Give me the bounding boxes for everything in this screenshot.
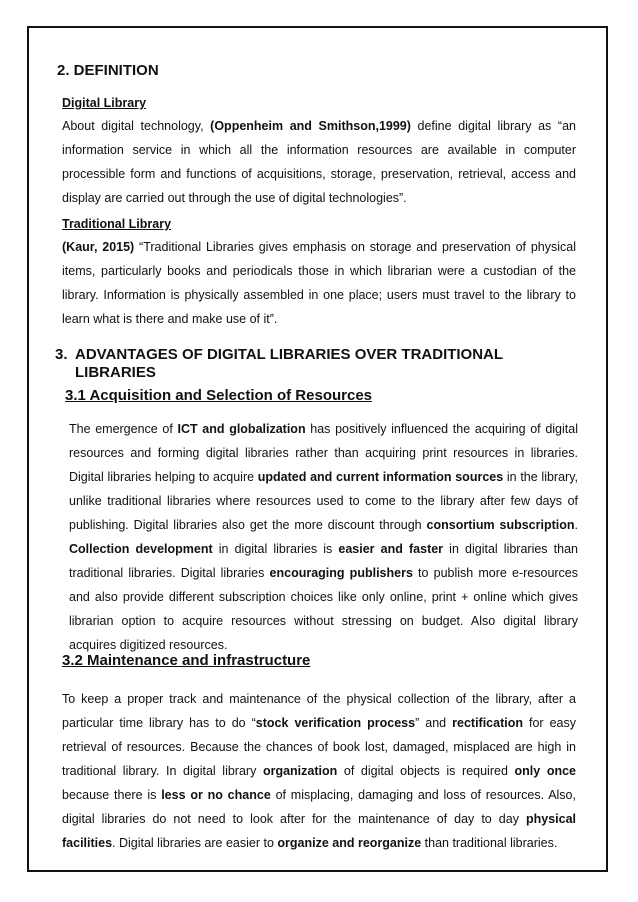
section-3-1-heading: 3.1 Acquisition and Selection of Resources bbox=[65, 387, 373, 404]
bold-phrase: updated and current information sources bbox=[257, 470, 504, 484]
bold-phrase: easier and faster bbox=[338, 542, 444, 556]
bold-phrase: only once bbox=[514, 764, 576, 778]
bold-phrase: stock verification process bbox=[255, 716, 416, 730]
bold-phrase: Collection development bbox=[69, 542, 213, 556]
section-3-heading-line2: LIBRARIES bbox=[75, 364, 156, 381]
bold-phrase: ICT and globalization bbox=[177, 422, 306, 436]
traditional-library-paragraph: (Kaur, 2015) “Traditional Libraries gives emphasis on storage and preservation of physical items, particularly books and periodicals those in which librarian were a custodian of the library. Information is physically assembled in one place; users must travel to the library to learn what is there and make use of it”. bbox=[62, 240, 577, 326]
section-2-heading: 2. DEFINITION bbox=[57, 62, 159, 79]
digital-library-paragraph: About digital technology, (Oppenheim and Smithson,1999) define digital library as “an information service in which all the information resources are available in computer processible form and functions of acquisitions, storage, preservation, retrieval, access and display are carried out through the use of digital technologies”. bbox=[62, 119, 576, 205]
bold-phrase: rectification bbox=[452, 716, 523, 730]
bold-phrase: less or no chance bbox=[161, 788, 271, 802]
page-frame bbox=[27, 26, 608, 872]
bold-phrase: (Kaur, 2015) bbox=[62, 240, 135, 254]
section-3-heading bbox=[55, 346, 555, 382]
section-3-number: 3. bbox=[55, 346, 68, 363]
bold-phrase: physical facilities bbox=[62, 812, 576, 850]
section-3-2-paragraph: To keep a proper track and maintenance of the physical collection of the library, after a particular time library has to do “stock verification process” and rectification for easy retrieval of resources. Because the chances of book lost, damaged, misplaced are high in traditional library. In digital library organization of digital objects is required only once because there is less or no chance of misplacing, damaging and loss of resources. Also, digital libraries do not need to look after for the maintenance of day to day physical facilities. Digital libraries are easier to organize and reorganize than traditional libraries. bbox=[62, 692, 577, 850]
page-content bbox=[29, 28, 606, 870]
section-3-heading-line1: ADVANTAGES OF DIGITAL LIBRARIES OVER TRADITIONAL bbox=[75, 346, 504, 363]
bold-phrase: consortium subscription bbox=[426, 518, 575, 532]
traditional-library-subheading: Traditional Library bbox=[62, 217, 172, 231]
bold-phrase: organization bbox=[262, 764, 338, 778]
section-3-2-heading: 3.2 Maintenance and infrastructure bbox=[62, 652, 311, 669]
bold-phrase: organize and reorganize bbox=[277, 836, 422, 850]
bold-phrase: encouraging publishers bbox=[269, 566, 413, 580]
section-3-1-paragraph: The emergence of ICT and globalization has positively influenced the acquiring of digital resources and forming digital libraries rather than acquiring print resources in libraries. Digital libraries helping to acquire updated and current information sources in the library, unlike traditional libraries where resources used to come to the library after few days of publishing. Digital libraries also get the more discount through consortium subscription. Collection development in digital libraries is easier and faster in digital libraries than traditional libraries. Digital libraries encouraging publishers to publish more e-resources and also provide different subscription choices like only online, print + online which gives librarian option to acquire resources without stressing on budget. Also digital library acquires digitized resources. bbox=[69, 422, 579, 652]
bold-phrase: (Oppenheim and Smithson,1999) bbox=[210, 119, 411, 133]
digital-library-subheading: Digital Library bbox=[62, 96, 147, 110]
